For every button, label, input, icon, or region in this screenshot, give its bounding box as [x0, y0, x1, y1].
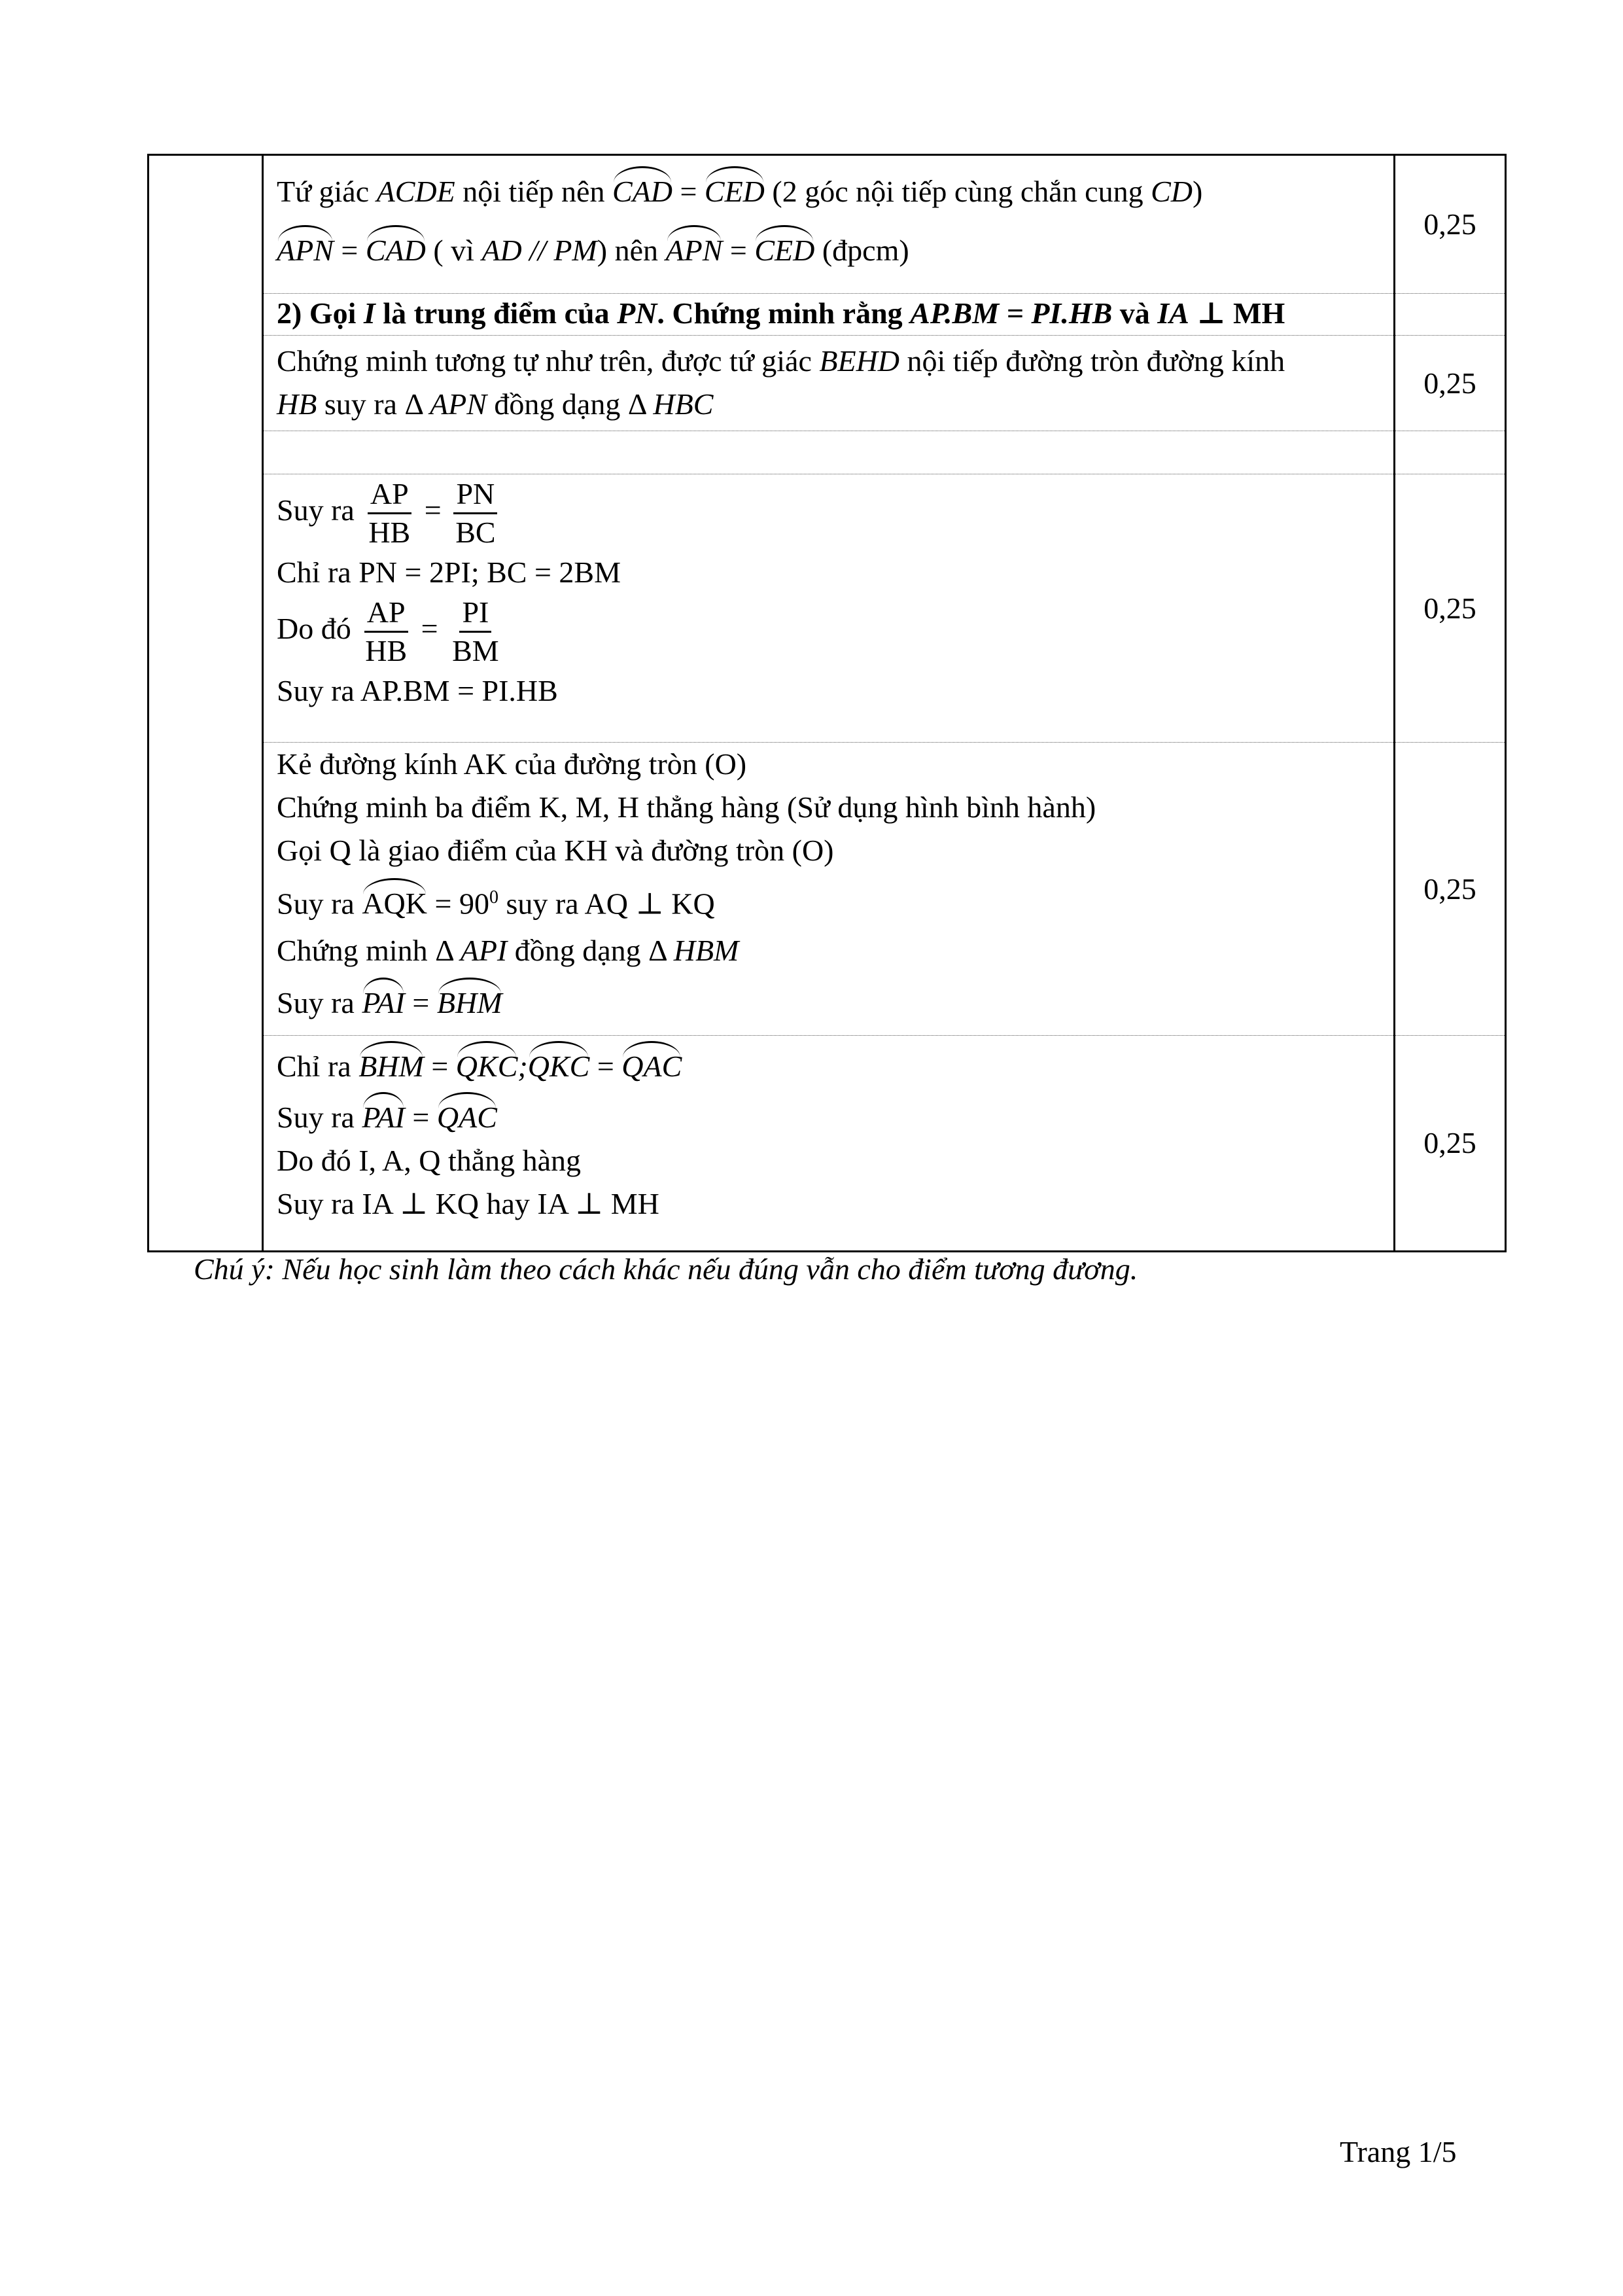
- math: APN: [430, 387, 487, 421]
- text: Δ: [627, 387, 654, 421]
- content-cell: [263, 1036, 1395, 1252]
- text: đồng dạng: [507, 934, 649, 968]
- text: ⊥ MH: [1189, 296, 1285, 330]
- text: =: [404, 986, 437, 1020]
- text: Suy ra: [277, 1101, 362, 1134]
- text: ( vì: [425, 234, 482, 267]
- table-row: [148, 336, 1506, 431]
- question-number-cell: [148, 155, 263, 1252]
- text: Δ: [404, 387, 430, 421]
- table-row: [148, 155, 1506, 294]
- sub-question-heading: [263, 294, 1395, 336]
- empty-cell: [263, 431, 1395, 474]
- text: và: [1112, 296, 1158, 330]
- score-cell: [1395, 294, 1506, 336]
- math: AP.BM = PI.HB: [910, 296, 1113, 330]
- text: nội tiếp nên: [455, 175, 612, 208]
- angle-arc: BHM: [437, 981, 502, 1018]
- text: (2 góc nội tiếp cùng chắn cung: [764, 175, 1151, 208]
- table-row: [148, 431, 1506, 474]
- text: =: [423, 1050, 456, 1083]
- text: là trung điểm của: [375, 296, 618, 330]
- denominator: HB: [368, 516, 411, 549]
- math: HBM: [673, 934, 739, 968]
- text-line: [277, 551, 1393, 594]
- text: Chứng minh tương tự như trên, được tứ giác: [277, 344, 820, 378]
- text-line: [277, 669, 1393, 713]
- text-line: [277, 929, 1393, 972]
- math: API: [460, 934, 508, 968]
- text: ): [1192, 175, 1203, 208]
- math: BEHD: [819, 344, 900, 378]
- text-line: [277, 1045, 1393, 1088]
- text: ) nên: [597, 234, 666, 267]
- angle-arc: BHM: [358, 1045, 424, 1082]
- content-cell: [263, 336, 1395, 431]
- math: HB: [277, 387, 317, 421]
- angle-arc: CED: [754, 229, 814, 266]
- score-cell: 0,25: [1395, 474, 1506, 743]
- table-row: [148, 743, 1506, 1036]
- text: Kẻ đường kính AK của đường tròn (O): [277, 747, 747, 781]
- numerator: AP: [368, 476, 411, 514]
- score-cell: 0,25: [1395, 1036, 1506, 1252]
- text-line: [277, 170, 1393, 213]
- text: Δ: [435, 934, 461, 968]
- page-number: Trang 1/5: [1340, 2135, 1457, 2168]
- text: = 90: [427, 887, 489, 921]
- angle-arc: PAI: [362, 1096, 405, 1133]
- text: 2) Gọi: [277, 296, 364, 330]
- text-line: [277, 829, 1393, 872]
- grading-note: Chú ý: Nếu học sinh làm theo cách khác nếu đúng vẫn cho điểm tương đương.: [194, 1252, 1138, 1286]
- angle-arc: APN: [666, 229, 723, 266]
- angle-arc: APN: [277, 229, 334, 266]
- text: Suy ra: [277, 493, 362, 527]
- text-line: [277, 876, 1393, 925]
- angle-arc: QAC: [621, 1045, 682, 1082]
- text: Suy ra AP.BM = PI.HB: [277, 674, 558, 707]
- text: suy ra AQ ⊥ KQ: [498, 887, 715, 921]
- score-cell: 0,25: [1395, 743, 1506, 1036]
- math: I: [363, 296, 375, 330]
- math: IA: [1157, 296, 1189, 330]
- text: =: [417, 493, 449, 527]
- text-line: [277, 786, 1393, 829]
- text: =: [333, 234, 366, 267]
- score-cell: 0,25: [1395, 155, 1506, 294]
- denominator: BM: [452, 634, 499, 667]
- table-row: [148, 474, 1506, 743]
- content-cell: [263, 743, 1395, 1036]
- text-line: [277, 1139, 1393, 1182]
- text-line: [277, 1182, 1393, 1226]
- text: Chỉ ra PN = 2PI; BC = 2BM: [277, 556, 621, 589]
- denominator: HB: [365, 634, 408, 667]
- angle-arc: QKC: [456, 1045, 518, 1082]
- text: Chỉ ra: [277, 1050, 359, 1083]
- text: =: [722, 234, 755, 267]
- math: ACDE: [376, 175, 455, 208]
- math: HBC: [653, 387, 714, 421]
- content-cell: [263, 474, 1395, 743]
- text-line: [277, 743, 1393, 786]
- fraction: [453, 476, 498, 551]
- text: =: [672, 175, 705, 208]
- text: đồng dạng: [486, 387, 628, 421]
- fraction: [366, 476, 413, 551]
- table-row: [148, 1036, 1506, 1252]
- text-line: [277, 981, 1393, 1025]
- text: Suy ra: [277, 986, 362, 1020]
- fraction: [449, 594, 502, 669]
- score-cell: [1395, 431, 1506, 474]
- math: PN: [617, 296, 657, 330]
- math: CD: [1151, 175, 1193, 208]
- text: Chứng minh ba điểm K, M, H thẳng hàng (Sử dụng hình bình hành): [277, 790, 1096, 824]
- angle-arc: AQK: [362, 882, 427, 919]
- angle-arc: CAD: [366, 229, 426, 266]
- text: =: [413, 612, 446, 646]
- text: . Chứng minh rằng: [657, 296, 911, 330]
- numerator: AP: [364, 594, 408, 633]
- numerator: PI: [459, 594, 491, 633]
- math: AD // PM: [481, 234, 597, 267]
- angle-arc: QKC: [528, 1045, 590, 1082]
- text-line: [277, 383, 1393, 426]
- text: Suy ra: [277, 887, 362, 921]
- text: Gọi Q là giao điểm của KH và đường tròn (O): [277, 834, 834, 867]
- text: =: [404, 1101, 437, 1134]
- text-line: [277, 229, 1393, 272]
- text: nội tiếp đường tròn đường kính: [899, 344, 1285, 378]
- angle-arc: QAC: [437, 1096, 497, 1133]
- text-line: [277, 594, 1393, 669]
- text: Do đó I, A, Q thẳng hàng: [277, 1144, 582, 1177]
- table-row: [148, 294, 1506, 336]
- angle-arc: CAD: [612, 170, 672, 207]
- text: Chứng minh: [277, 934, 436, 968]
- angle-arc: CED: [705, 170, 765, 207]
- angle-arc: PAI: [362, 981, 405, 1018]
- text: =: [589, 1050, 622, 1083]
- text: Do đó: [277, 612, 359, 646]
- text: Tứ giác: [277, 175, 377, 208]
- numerator: PN: [453, 476, 497, 514]
- fraction: [362, 594, 410, 669]
- text: Δ: [648, 934, 674, 968]
- text: Suy ra IA ⊥ KQ hay IA ⊥ MH: [277, 1187, 659, 1220]
- score-cell: 0,25: [1395, 336, 1506, 431]
- denominator: BC: [455, 516, 496, 549]
- text-line: [277, 1096, 1393, 1139]
- text: suy ra: [317, 387, 405, 421]
- text: ;: [517, 1050, 528, 1083]
- degree-sup: 0: [489, 887, 498, 908]
- content-cell: [263, 155, 1395, 294]
- text-line: [277, 476, 1393, 551]
- text: (đpcm): [814, 234, 909, 267]
- answer-table: [147, 154, 1507, 1252]
- text-line: [277, 340, 1393, 383]
